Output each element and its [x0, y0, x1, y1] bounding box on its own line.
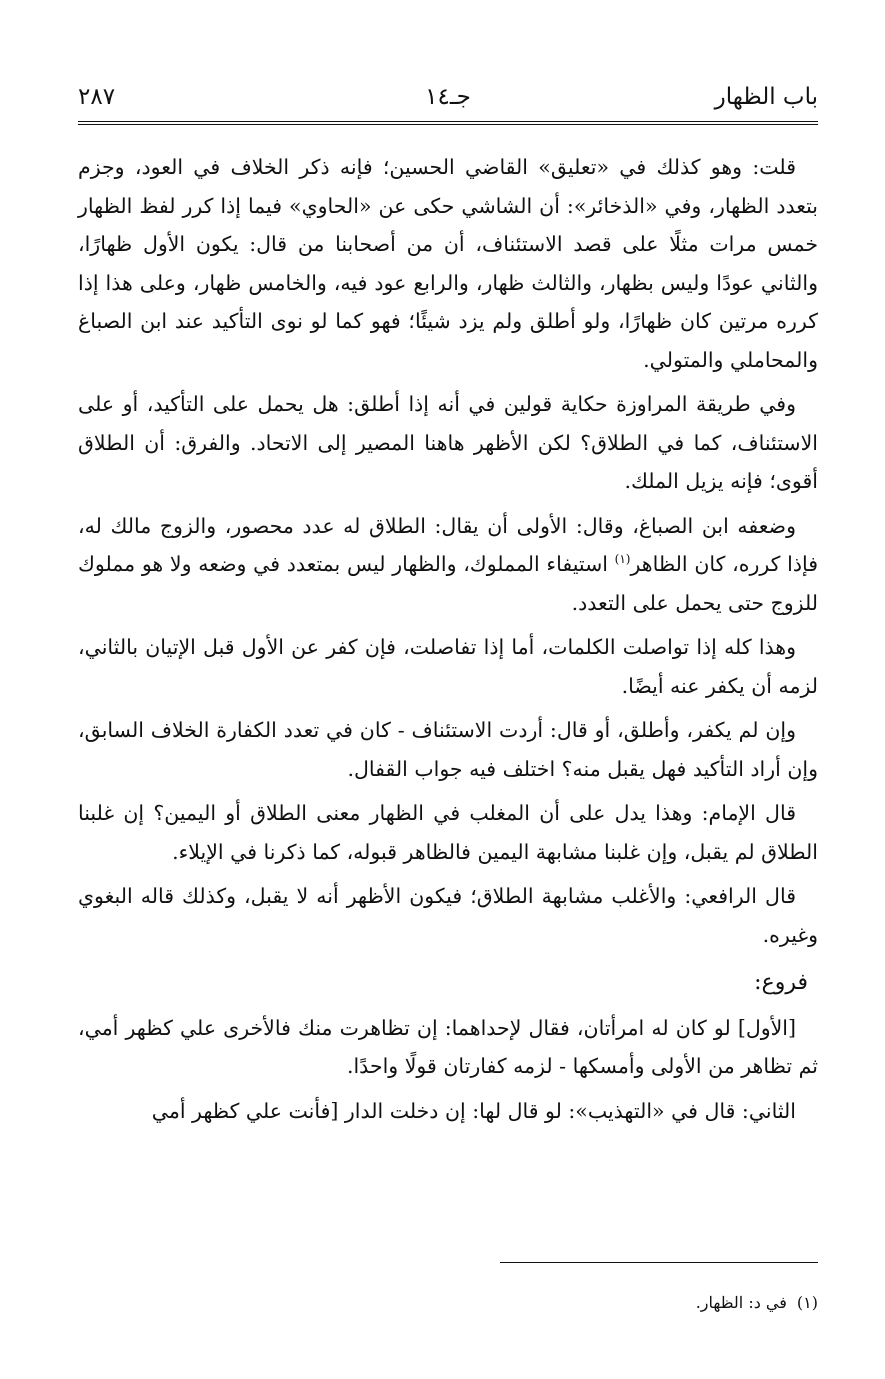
volume-label: جـ١٤	[425, 84, 471, 110]
paragraph-1: قلت: وهو كذلك في «تعليق» القاضي الحسين؛ فإنه ذكر الخلاف في العود، وجزم بتعدد الظهار، وفي «الذخائر»: أن الشاشي حكى عن «الحاوي» فيما إذا كرر لفظ الظهار خمس مرات مثلًا على قصد الاستئناف، أن من أصحابنا من قال: يكون الأول ظهارًا، والثاني عودًا وليس بظهار، والثالث ظهار، والرابع عود فيه، والخامس ظهار، وعلى هذا إذا كرره مرتين كان ظهارًا، ولو أطلق ولم يزد شيئًا؛ فهو كما لو نوى التأكيد عند ابن الصباغ والمحاملي والمتولي.	[78, 155, 818, 372]
running-header	[78, 82, 818, 116]
header-divider	[78, 121, 818, 125]
paragraph-9: الثاني: قال في «التهذيب»: لو قال لها: إن دخلت الدار [فأنت علي كظهر أمي	[151, 1098, 796, 1123]
paragraph-2: وفي طريقة المراوزة حكاية قولين في أنه إذا أطلق: هل يحمل على التأكيد، أو على الاستئناف، كما في الطلاق؟ لكن الأظهر هاهنا المصير إلى الاتحاد. والفرق: أن الطلاق أقوى؛ فإنه يزيل الملك.	[78, 392, 818, 493]
footnote-mark: (١)	[796, 1293, 818, 1312]
section-heading-furu: فروع:	[754, 970, 808, 995]
footnote-divider	[500, 1262, 818, 1263]
paragraph-3	[78, 507, 818, 623]
paragraph-7: قال الرافعي: والأغلب مشابهة الطلاق؛ فيكون الأظهر أنه لا يقبل، وكذلك قاله البغوي وغيره.	[78, 884, 818, 947]
footnote-reference-1[interactable]: (١)	[614, 552, 631, 567]
paragraph-4: وهذا كله إذا تواصلت الكلمات، أما إذا تفاصلت، فإن كفر عن الأول قبل الإتيان بالثاني، لزمه أن يكفر عنه أيضًا.	[78, 635, 818, 698]
paragraph-8: [الأول] لو كان له امرأتان، فقال لإحداهما: إن تظاهرت منك فالأخرى علي كظهر أمي، ثم تظاهر من الأولى وأمسكها - لزمه كفارتان قولًا واحدًا.	[78, 1015, 818, 1078]
paragraph-5: وإن لم يكفر، وأطلق، أو قال: أردت الاستئناف - كان في تعدد الكفارة الخلاف السابق، وإن أراد التأكيد فهل يقبل منه؟ اختلف فيه جواب القفال.	[78, 718, 818, 781]
chapter-title: باب الظهار	[714, 84, 818, 110]
main-text	[78, 148, 818, 1136]
paragraph-3-part-1: وضعفه ابن الصباغ، وقال: الأولى أن يقال: الطلاق له عدد محصور، والزوج مالك له، فإذا كرره، كان الظاهر	[78, 513, 818, 576]
page-number: ٢٨٧	[78, 84, 116, 110]
footnote-text: في د: الظهار.	[695, 1293, 787, 1312]
paragraph-3-part-2: استيفاء المملوك، والظهار ليس بمتعدد في وضعه ولا هو مملوك للزوج حتى يحمل على التعدد.	[78, 552, 818, 615]
footnote-1	[78, 1290, 818, 1316]
paragraph-6: قال الإمام: وهذا يدل على أن المغلب في الظهار معنى الطلاق أو اليمين؟ إن غلبنا الطلاق لم يقبل، وإن غلبنا مشابهة اليمين فالظاهر قبوله، كما ذكرنا في الإيلاء.	[78, 801, 818, 864]
